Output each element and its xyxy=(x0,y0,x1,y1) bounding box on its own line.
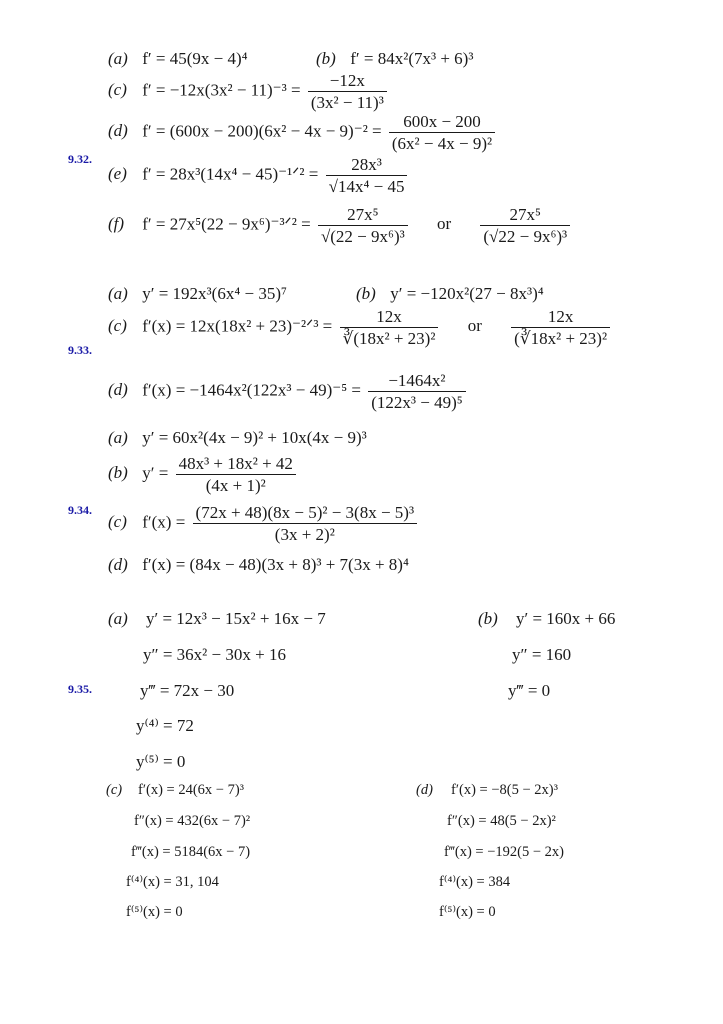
fraction: $\frac{\text{(72x + 48)(8x − 5)² − 3(8x − 5)³}}{\text{(3x + 2)²}}$ xyxy=(193,504,418,543)
answer-9-33-c: (c) f′(x) = 12x(18x² + 23)⁻²ᐟ³ = $\frac{12x}{\text{∛(18x² + 23)²}}$ or $\frac{12x}{\text{(∛18x² + 23)²}}$ xyxy=(108,308,613,347)
derivative-line: y′ = 12x³ − 15x² + 16x − 7 xyxy=(146,609,326,628)
derivative-line: f′(x) = 24(6x − 7)³ xyxy=(138,782,245,798)
fraction: $\frac{\text{−1464x²}}{\text{(122x³ − 49)⁵}}$ xyxy=(368,372,465,411)
problem-number: 9.34. xyxy=(68,503,92,517)
fraction: $\frac{-12x}{\text{(3x² − 11)³}}$ xyxy=(308,72,387,111)
derivative-line: f‴(x) = −192(5 − 2x) xyxy=(444,844,564,860)
derivative-line: f⁽⁵⁾(x) = 0 xyxy=(126,904,183,920)
fraction: $\frac{600x - 200}{\text{(6x² − 4x − 9)²}}$ xyxy=(389,113,495,152)
answer-9-35-b-label: (b) xyxy=(478,609,498,628)
answer-9-33-d: (d) f′(x) = −1464x²(122x³ − 49)⁻⁵ = $\frac{\text{−1464x²}}{\text{(122x³ − 49)⁵}}$ xyxy=(108,372,469,411)
answer-9-34-a: (a) y′ = 60x²(4x − 9)² + 10x(4x − 9)³ xyxy=(108,428,367,447)
answer-9-34-d: (d) f′(x) = (84x − 48)(3x + 8)³ + 7(3x + 8)⁴ xyxy=(108,555,409,574)
answer-9-32-a: (a) f′ = 45(9x − 4)⁴ xyxy=(108,49,248,68)
derivative-line: y⁽⁵⁾ = 0 xyxy=(136,752,186,771)
fraction: $\frac{12x}{\text{∛(18x² + 23)²}}$ xyxy=(340,308,439,347)
answer-9-35-a-label: (a) xyxy=(108,609,128,628)
derivative-line: f′(x) = −8(5 − 2x)³ xyxy=(451,782,558,798)
derivative-line: f⁽⁵⁾(x) = 0 xyxy=(439,904,496,920)
derivative-line: y″ = 36x² − 30x + 16 xyxy=(143,645,286,664)
derivative-line: y⁽⁴⁾ = 72 xyxy=(136,716,194,735)
answer-9-32-e: (e) f′ = 28x³(14x⁴ − 45)⁻¹ᐟ² = $\frac{\text{28x³}}{\text{√14x⁴ − 45}}$ xyxy=(108,156,410,195)
derivative-line: y′ = 160x + 66 xyxy=(516,609,616,628)
answer-9-35-c-label: (c) xyxy=(106,782,123,798)
answer-9-34-c: (c) f′(x) = $\frac{\text{(72x + 48)(8x − 5)² − 3(8x − 5)³}}{\text{(3x + 2)²}}$ xyxy=(108,504,420,543)
problem-number: 9.33. xyxy=(68,343,92,357)
answer-9-32-d: (d) f′ = (600x − 200)(6x² − 4x − 9)⁻² = $\frac{600x - 200}{\text{(6x² − 4x − 9)²}}$ xyxy=(108,113,498,152)
fraction-alt: $\frac{\text{27x⁵}}{\text{(√22 − 9x⁶)³}}$ xyxy=(480,206,570,245)
derivative-line: f″(x) = 432(6x − 7)² xyxy=(134,813,251,829)
derivative-line: f″(x) = 48(5 − 2x)² xyxy=(447,813,556,829)
answer-9-35-d-label: (d) xyxy=(416,782,433,798)
answer-9-33-a: (a) y′ = 192x³(6x⁴ − 35)⁷ xyxy=(108,284,287,303)
problem-number: 9.35. xyxy=(68,682,92,696)
derivative-line: f‴(x) = 5184(6x − 7) xyxy=(131,844,251,860)
fraction: $\frac{\text{48x³ + 18x² + 42}}{\text{(4x + 1)²}}$ xyxy=(176,455,296,494)
answer-9-33-b: (b) y′ = −120x²(27 − 8x³)⁴ xyxy=(356,284,544,303)
fraction: $\frac{\text{28x³}}{\text{√14x⁴ − 45}}$ xyxy=(326,156,408,195)
answer-9-32-b: (b) f′ = 84x²(7x³ + 6)³ xyxy=(316,49,474,68)
derivative-line: y‴ = 72x − 30 xyxy=(140,681,235,700)
problem-number: 9.32. xyxy=(68,152,92,166)
derivative-line: f⁽⁴⁾(x) = 384 xyxy=(439,874,511,890)
derivative-line: y″ = 160 xyxy=(512,645,572,664)
fraction-alt: $\frac{12x}{\text{(∛18x² + 23)²}}$ xyxy=(511,308,610,347)
fraction: $\frac{\text{27x⁵}}{\text{√(22 − 9x⁶)³}}$ xyxy=(318,206,408,245)
derivative-line: y‴ = 0 xyxy=(508,681,551,700)
answer-9-34-b: (b) y′ = $\frac{\text{48x³ + 18x² + 42}}{\text{(4x + 1)²}}$ xyxy=(108,455,299,494)
answer-9-32-c: (c) f′ = −12x(3x² − 11)⁻³ = $\frac{-12x}{\text{(3x² − 11)³}}$ xyxy=(108,72,390,111)
derivative-line: f⁽⁴⁾(x) = 31, 104 xyxy=(126,874,219,890)
answer-9-32-f: (f) f′ = 27x⁵(22 − 9x⁶)⁻³ᐟ² = $\frac{\text{27x⁵}}{\text{√(22 − 9x⁶)³}}$ or $\frac{\text{27x⁵}}{\text{(√22 − 9x⁶)³}}$ xyxy=(108,206,573,245)
